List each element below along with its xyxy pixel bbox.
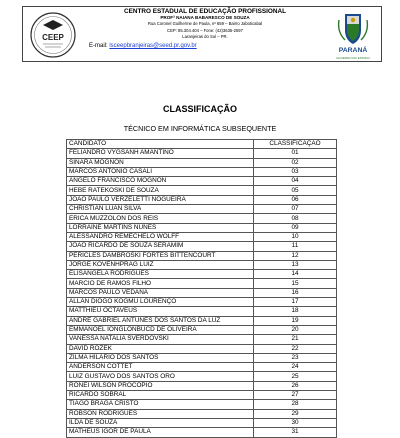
table-row: [67, 298, 337, 307]
classification-number: 19: [254, 316, 337, 325]
ceep-logo: [29, 11, 77, 59]
candidate-name: JOÃO RICARDO DE SOUZA SERAMIM: [67, 242, 254, 251]
candidate-name: JORGE KOVENHPRAG LUIZ: [67, 260, 254, 269]
email-line: [81, 43, 329, 49]
candidate-name: ERICA MUZZOLON DOS REIS: [67, 214, 254, 223]
classification-number: 12: [254, 251, 337, 260]
candidate-name: ANDERSON COTTET: [67, 363, 254, 372]
table-row: [67, 195, 337, 204]
table-row: [67, 353, 337, 362]
table-row: [67, 251, 337, 260]
classification-number: 24: [254, 363, 337, 372]
classification-table: [66, 139, 337, 438]
candidate-name: ROBSON RODRIGUES: [67, 409, 254, 418]
classification-number: 02: [254, 158, 337, 167]
institution-title: CENTRO ESTADUAL DE EDUCAÇÃO PROFISSIONAL: [123, 8, 287, 15]
classification-number: 31: [254, 428, 337, 437]
table-row: [67, 186, 337, 195]
table-row: [67, 288, 337, 297]
table-row: [67, 400, 337, 409]
candidate-name: TIAGO BRAGA CRISTO: [67, 400, 254, 409]
candidate-name: LUIZ GUSTAVO DOS SANTOS ORO: [67, 372, 254, 381]
candidate-name: RONEI WILSON PROCOPIO: [67, 381, 254, 390]
classification-number: 01: [254, 149, 337, 158]
candidate-name: JOÃO PAULO VERZELETTI NOGUEIRA: [67, 195, 254, 204]
classification-number: 10: [254, 232, 337, 241]
classification-number: 18: [254, 307, 337, 316]
candidate-name: ANGELO FRANCISCO MOGNON: [67, 177, 254, 186]
candidate-name: ELISANGELA RODRIGUES: [67, 270, 254, 279]
classification-number: 27: [254, 391, 337, 400]
classification-number: 03: [254, 167, 337, 176]
table-row: [67, 428, 337, 437]
classification-number: 13: [254, 260, 337, 269]
candidate-name: ZILMA HILARIO DOS SANTOS: [67, 353, 254, 362]
classification-number: 25: [254, 372, 337, 381]
table-row: [67, 363, 337, 372]
classification-number: 23: [254, 353, 337, 362]
candidate-name: ALLAN DIOGO KOGMU LOURENÇO: [67, 298, 254, 307]
school-name: PROFª NAIANA BABARESCO DE SOUZA: [160, 15, 250, 21]
candidate-name: RICARDO SOBRAL: [67, 391, 254, 400]
candidate-name: PERICLES DAMBROSKI FORTES BITTENCOURT: [67, 251, 254, 260]
table-row: [67, 372, 337, 381]
header-candidate: CANDIDATO: [67, 140, 254, 149]
table-row: [67, 344, 337, 353]
school-city: Laranjeiras do Sul – PR.: [182, 33, 228, 39]
table-row: [67, 232, 337, 241]
candidate-name: MARCOS ANTONIO CASALI: [67, 167, 254, 176]
table-row: [67, 167, 337, 176]
table-row: [67, 418, 337, 427]
classification-number: 08: [254, 214, 337, 223]
classification-number: 07: [254, 205, 337, 214]
candidate-name: MATHEUS IGOR DE PAULA: [67, 428, 254, 437]
candidate-name: MARCIO DE RAMOS FILHO: [67, 279, 254, 288]
table-row: [67, 381, 337, 390]
candidate-name: CHRISTIAN LUAN SILVA: [67, 205, 254, 214]
candidate-name: ILDA DE SOUZA: [67, 418, 254, 427]
table-row: [67, 242, 337, 251]
document-title: CLASSIFICAÇÃO: [163, 104, 237, 114]
parana-logo-text: PARANÁ: [338, 47, 368, 54]
document-subtitle: TÉCNICO EM INFORMÁTICA SUBSEQUENTE: [123, 124, 277, 133]
letterhead: [22, 6, 382, 62]
table-row: [67, 177, 337, 186]
classification-number: 15: [254, 279, 337, 288]
candidate-name: EMMANOEL IONGLONBUCD DE OLIVEIRA: [67, 325, 254, 334]
classification-number: 21: [254, 335, 337, 344]
classification-number: 30: [254, 418, 337, 427]
table-row: [67, 158, 337, 167]
school-address: Rua Coronel Guilherme de Paula, nº 659 – Bairro Jaboticabal: [147, 21, 263, 27]
header-classification: CLASSIFICAÇÃO: [254, 140, 337, 149]
candidate-name: FELIANDRO VYGSANH AMANTINO: [67, 149, 254, 158]
classification-number: 29: [254, 409, 337, 418]
table-row: [67, 391, 337, 400]
candidate-name: MARCOS PAULO VEDANA: [67, 288, 254, 297]
table-body: [67, 149, 337, 437]
classification-number: 16: [254, 288, 337, 297]
classification-number: 14: [254, 270, 337, 279]
classification-number: 22: [254, 344, 337, 353]
table-row: [67, 307, 337, 316]
table-row: [67, 214, 337, 223]
parana-logo-subtext: GOVERNO DO ESTADO: [336, 56, 370, 60]
table-row: [67, 279, 337, 288]
classification-number: 09: [254, 223, 337, 232]
classification-number: 20: [254, 325, 337, 334]
candidate-name: SINARA MOGNON: [67, 158, 254, 167]
classification-number: 04: [254, 177, 337, 186]
table-row: [67, 409, 337, 418]
classification-number: 26: [254, 381, 337, 390]
logo-left-text: CEEP: [42, 33, 64, 42]
classification-number: 17: [254, 298, 337, 307]
table-row: [67, 270, 337, 279]
candidate-name: MATTHIEU OCTAVEUS: [67, 307, 254, 316]
candidate-name: ANDRÉ GABRIEL ANTUNES DOS SANTOS DA LUZ: [67, 316, 254, 325]
table-header-row: [67, 140, 337, 149]
candidate-name: ALESSANDRO REMECHELO WOLFF: [67, 232, 254, 241]
table-row: [67, 149, 337, 158]
table-row: [67, 335, 337, 344]
candidate-name: DAVID ROZEK: [67, 344, 254, 353]
email-link[interactable]: lsceepbranjeiras@seed.pr.gov.br: [109, 43, 197, 50]
letterhead-text: [81, 9, 329, 49]
table-row: [67, 223, 337, 232]
candidate-name: LORRAINE MARTINS NUNES: [67, 223, 254, 232]
classification-number: 05: [254, 186, 337, 195]
table-row: [67, 325, 337, 334]
classification-number: 28: [254, 400, 337, 409]
classification-number: 11: [254, 242, 337, 251]
school-phone: CEP: 85.304.404 – Fone: (42)3635-2597: [167, 27, 243, 33]
candidate-name: HEBE RATEKOSKI DE SOUZA: [67, 186, 254, 195]
email-label: E-mail:: [89, 43, 108, 50]
candidate-name: VANESSA NATALIA SVERDOVSKI: [67, 335, 254, 344]
table-row: [67, 260, 337, 269]
table-row: [67, 205, 337, 214]
table-row: [67, 316, 337, 325]
classification-number: 06: [254, 195, 337, 204]
